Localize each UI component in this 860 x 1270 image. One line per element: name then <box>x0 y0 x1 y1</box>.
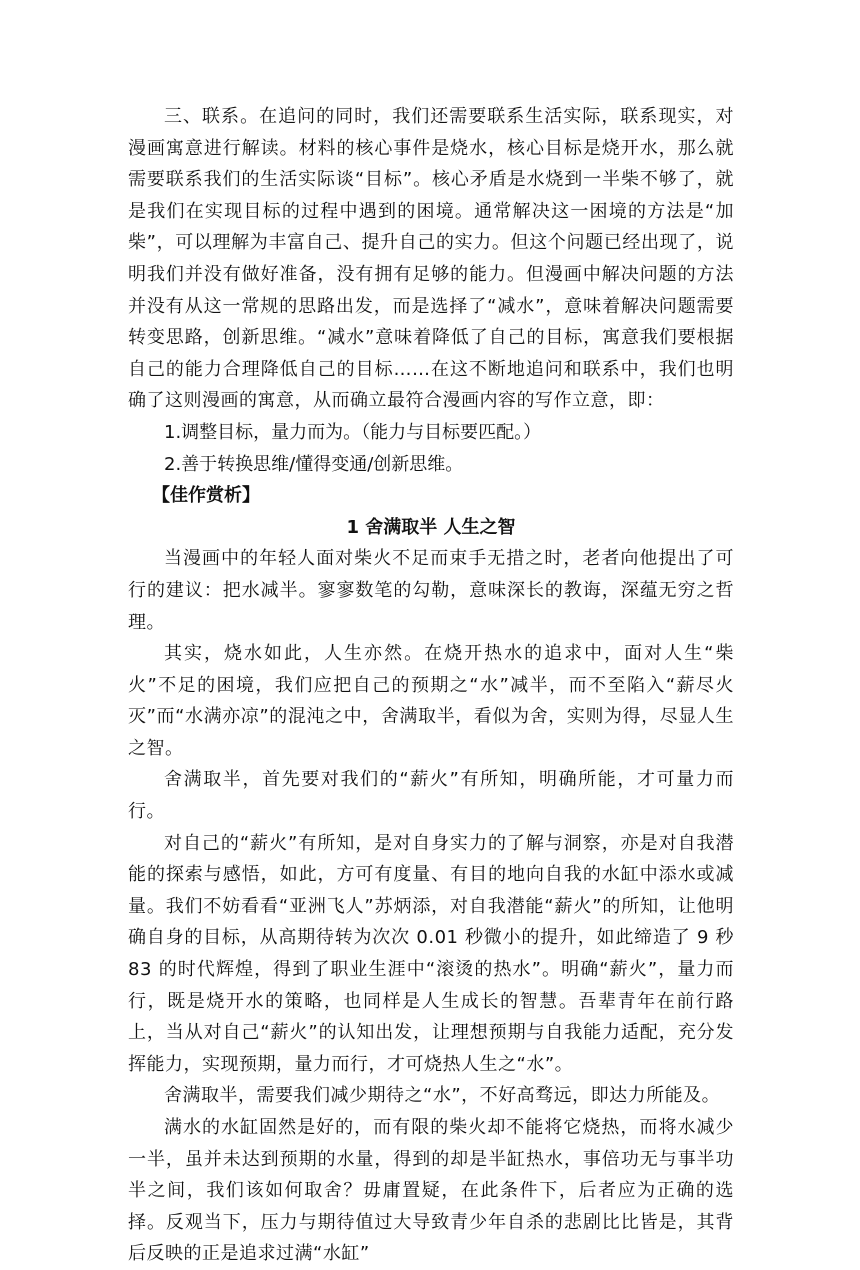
point-1: 1.调整目标，量力而为。（能力与目标要匹配。） <box>164 421 542 443</box>
article-paragraph: 其实，烧水如此，人生亦然。在烧开热水的追求中，面对人生“柴火”不足的困境，我们应把自己的预期之“水”减半，而不至陷入“薪尽火灭”而“水满亦凉”的混沌之中，舍满取半，看似为舍，实则为得，尽显人生之智。 <box>128 643 734 759</box>
intro-paragraph: 三、联系。在追问的同时，我们还需要联系生活实际，联系现实，对漫画寓意进行解读。材料的核心事件是烧水，核心目标是烧开水，那么就需要联系我们的生活实际谈“目标”。核心矛盾是水烧到一半柴不够了，就是我们在实现目标的过程中遇到的困境。通常解决这一困境的方法是“加柴”，可以理解为丰富自己、提升自己的实力。但这个问题已经出现了，说明我们并没有做好准备，没有拥有足够的能力。但漫画中解决问题的方法并没有从这一常规的思路出发，而是选择了“减水”，意味着解决问题需要转变思路，创新思维。“减水”意味着降低了自己的目标，寓意我们要根据自己的能力合理降低自己的目标……在这不断地追问和联系中，我们也明确了这则漫画的寓意，从而确立最符合漫画内容的写作立意，即： <box>128 106 734 412</box>
article-paragraph: 舍满取半，首先要对我们的“薪火”有所知，明确所能，才可量力而行。 <box>128 769 734 823</box>
article-paragraph: 舍满取半，需要我们减少期待之“水”，不好高骛远，即达力所能及。 <box>164 1085 721 1107</box>
section-heading: 【佳作赏析】 <box>152 485 260 507</box>
article-paragraph: 满水的水缸固然是好的，而有限的柴火却不能将它烧热，而将水减少一半，虽并未达到预期的水量，得到的却是半缸热水，事倍功无与事半功半之间，我们该如何取舍？毋庸置疑，在此条件下，后者应为正确的选择。反观当下，压力与期待值过大导致青少年自杀的悲剧比比皆是，其背后反映的正是追求过满“水缸” <box>128 1117 734 1265</box>
document-page <box>128 101 734 1270</box>
article-paragraph: 对自己的“薪火”有所知，是对自身实力的了解与洞察，亦是对自我潜能的探索与感悟，如此，方可有度量、有目的地向自我的水缸中添水或减量。我们不妨看看“亚洲飞人”苏炳添，对自我潜能“薪火”的所知，让他明确自身的目标，从高期待转为次次 0.01 秒微小的提升，如此缔造了 9 秒 83 的时代辉煌，得到了职业生涯中“滚烫的热水”。明确“薪火”，量力而行，既是烧开水的策略，也同样是人生成长的智慧。吾辈青年在前行路上，当从对自己“薪火”的认知出发，让理想预期与自我能力适配，充分发挥能力，实现预期，量力而行，才可烧热人生之“水”。 <box>128 832 734 1075</box>
article-paragraph: 当漫画中的年轻人面对柴火不足而束手无措之时，老者向他提出了可行的建议：把水减半。寥寥数笔的勾勒，意味深长的教诲，深蕴无穷之哲理。 <box>128 548 734 633</box>
article-title: 1 舍满取半 人生之智 <box>346 516 516 538</box>
point-2: 2.善于转换思维/懂得变通/创新思维。 <box>164 453 464 475</box>
